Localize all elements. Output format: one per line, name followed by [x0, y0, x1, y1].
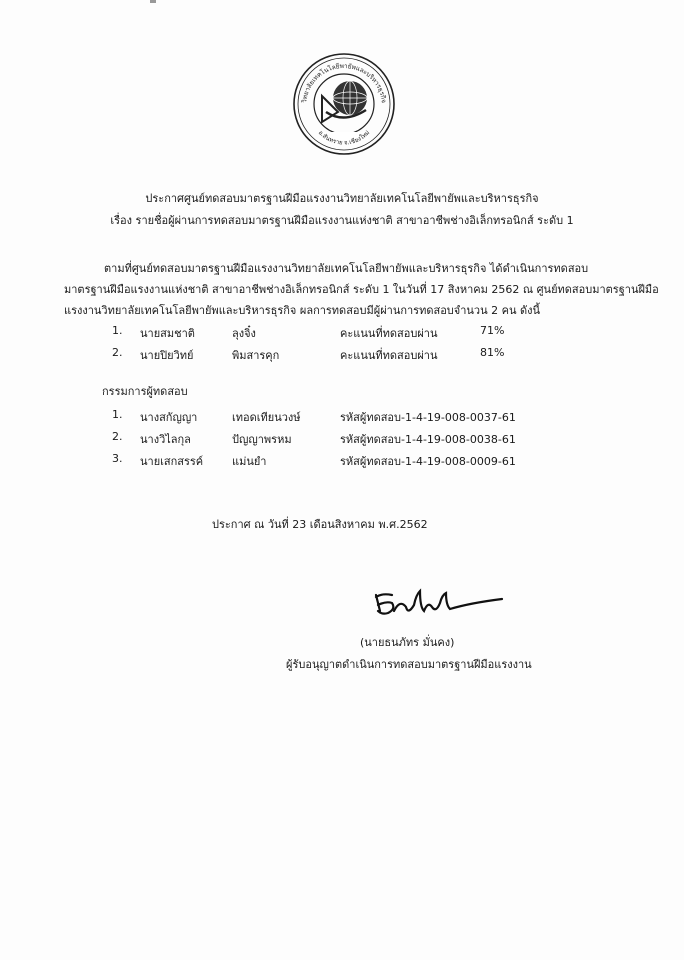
scan-mark [150, 0, 156, 3]
first-name: นายปิยวิทย์ [140, 349, 194, 362]
passed-row [0, 324, 684, 342]
last-name: ปัญญาพรหม [232, 433, 292, 446]
first-name: นางสกัญญา [140, 411, 198, 424]
tester-code: รหัสผู้ทดสอบ-1-4-19-008-0009-61 [340, 455, 516, 468]
first-name: นางวิไลกุล [140, 433, 191, 446]
announcement-subject: เรื่อง รายชื่อผู้ผ่านการทดสอบมาตรฐานฝีมือแรงงานแห่งชาติ สาขาอาชีพช่างอิเล็กทรอนิกส์ ระดับ 1 [110, 214, 574, 227]
college-seal-logo [292, 52, 396, 156]
score-value: 71% [480, 324, 505, 337]
committee-row [0, 408, 684, 426]
committee-row [0, 430, 684, 448]
tester-code: รหัสผู้ทดสอบ-1-4-19-008-0037-61 [340, 411, 516, 424]
first-name: นายสมชาติ [140, 327, 195, 340]
signer-position: ผู้รับอนุญาตดำเนินการทดสอบมาตรฐานฝีมือแรงงาน [286, 658, 532, 671]
row-number: 1. [112, 324, 123, 337]
svg-text:วิทยาลัยเทคโนโลยีพายัพและบริหา: วิทยาลัยเทคโนโลยีพายัพและบริหารธุรกิจ [300, 61, 388, 104]
row-number: 1. [112, 408, 123, 421]
svg-text:อ.สันทราย จ.เชียงใหม่: อ.สันทราย จ.เชียงใหม่ [316, 129, 372, 147]
last-name: พิมสารคุก [232, 349, 280, 362]
score-value: 81% [480, 346, 505, 359]
last-name: แม่นยำ [232, 455, 267, 468]
last-name: ลุงจิ๋ง [232, 327, 256, 340]
tester-code: รหัสผู้ทดสอบ-1-4-19-008-0038-61 [340, 433, 516, 446]
row-number: 3. [112, 452, 123, 465]
committee-row [0, 452, 684, 470]
body-line-2: มาตรฐานฝีมือแรงงานแห่งชาติ สาขาอาชีพช่างอิเล็กทรอนิกส์ ระดับ 1 ในวันที่ 17 สิงหาคม 2562 ณ ศูนย์ทดสอบมาตรฐานฝีมือ [64, 283, 659, 296]
first-name: นายเสกสรรค์ [140, 455, 204, 468]
handwritten-signature [370, 585, 510, 625]
body-line-3: แรงงานวิทยาลัยเทคโนโลยีพายัพและบริหารธุรกิจ ผลการทดสอบมีผู้ผ่านการทดสอบจำนวน 2 คน ดังนี้ [64, 304, 541, 317]
row-number: 2. [112, 430, 123, 443]
score-label: คะแนนที่ทดสอบผ่าน [340, 327, 438, 340]
last-name: เทอดเทียนวงษ์ [232, 411, 301, 424]
signer-name: (นายธนภัทร มั่นคง) [360, 636, 455, 649]
score-label: คะแนนที่ทดสอบผ่าน [340, 349, 438, 362]
row-number: 2. [112, 346, 123, 359]
announcement-title: ประกาศศูนย์ทดสอบมาตรฐานฝีมือแรงงานวิทยาลัยเทคโนโลยีพายัพและบริหารธุรกิจ [145, 192, 539, 205]
body-line-1: ตามที่ศูนย์ทดสอบมาตรฐานฝีมือแรงงานวิทยาลัยเทคโนโลยีพายัพและบริหารธุรกิจ ได้ดำเนินการทดสอบ [104, 262, 589, 275]
body-paragraph [64, 258, 659, 321]
committee-heading: กรรมการผู้ทดสอบ [102, 385, 188, 398]
passed-row [0, 346, 684, 364]
declaration-date: ประกาศ ณ วันที่ 23 เดือนสิงหาคม พ.ศ.2562 [212, 518, 428, 531]
